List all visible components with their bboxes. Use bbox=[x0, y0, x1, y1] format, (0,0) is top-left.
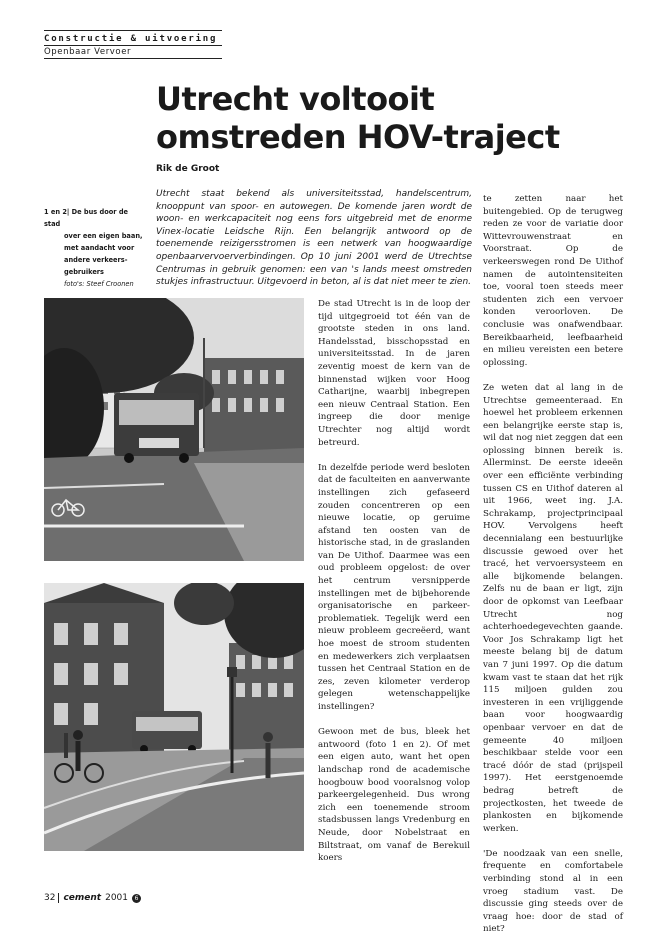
header-rule-middle bbox=[44, 45, 222, 46]
body-paragraph: te zetten naar het buitengebied. Op de terugweg reden ze voor de variatie door Wittevrouwenstraat en Voorstraat. Op de verkeerswegen rond De Uithof namen de autointensiteiten toe, vooral toen steeds meer studenten zich een vervoer konden veroorloven. De conclusie was onafwendbaar. Bereikbaarheid, leefbaarheid en milieu vereisten een betere oplossing. bbox=[483, 194, 623, 368]
body-column-middle bbox=[318, 298, 470, 877]
body-paragraph: In dezelfde periode werd besloten dat de faculteiten en aanverwante instellingen zich gefaseerd zouden concentreren op een nieuwe locatie, op geruime afstand ten oosten van de historische stad, in de graslanden van De Uithof. Daarmee was een oud probleem opgelost: de over het centrum versnipperde instellingen met de bijbehorende organisatorische en parkeer-problematiek. Tegelijk werd een nieuw probleem gecreëerd, want hoe moest de stroom studenten en medewerkers zich verplaatsen tussen het Centraal Station en de zes, zeven kilometer verderop gelegen wetenschappelijke instellingen? bbox=[318, 462, 470, 712]
photo-bus-square bbox=[44, 583, 304, 851]
header-rule-bottom bbox=[44, 58, 222, 59]
photo-caption bbox=[44, 206, 144, 290]
body-column-right bbox=[483, 193, 623, 949]
article-title: Utrecht voltooit omstreden HOV-traject bbox=[156, 80, 560, 156]
body-paragraph: 'De noodzaak van een snelle, frequente en comfortabele verbinding stond al in een vroeg stadium vast. De discussie ging steeds over de vraag hoe: door de stad of niet? bbox=[483, 848, 623, 935]
caption-line: met aandacht voor bbox=[64, 244, 135, 252]
body-paragraph: Ze weten dat al lang in de Utrechtse gemeenteraad. En hoewel het probleem erkennen een belangrijke eerste stap is, wil dat nog niet zeggen dat een oplossing binnen bereik is. Allerminst. De eerste ideeën over een efficiënte verbinding tussen CS en Uithof dateren al uit 1966, weet ing. J.A. Schrakamp, projectprincipaal HOV. Vervolgens heeft decennialang een bestuurlijke discussie gewoed over het tracé, het vervoersysteem en alle bijkomende belangen. Zelfs nu de baan er ligt, zijn door de opkomst van Leefbaar Utrecht nog achterhoedegevechten gaande. Voor Jos Schrakamp ligt het meeste belang bij de datum van 7 juni 1997. Op die datum kwam vast te staan dat het rijk 115 miljoen gulden zou investeren in een vrijliggende baan voor hoogwaardig openbaar vervoer en dat de gemeente 40 miljoen beschikbaar stelde voor een tracé dóór de stad (prijspeil 1997). Het eerstgenoemde bedrag betreft de projectkosten, het tweede de plankosten en bijkomende werken. bbox=[483, 382, 623, 834]
caption-line: over een eigen baan, bbox=[64, 232, 143, 240]
photo-bus-lane bbox=[44, 298, 304, 561]
caption-line: 1 en 2| De bus door de stad bbox=[44, 208, 129, 228]
caption-line: andere verkeers- bbox=[64, 256, 128, 264]
article-author: Rik de Groot bbox=[156, 164, 220, 174]
body-paragraph: Gewoon met de bus, bleek het antwoord (foto 1 en 2). Of met een eigen auto, want het open landschap rond de academische hoogbouw bood vooralsnog volop parkeergelegenheid. Dus wrong zich een toenemende stroom stadsbussen langs Vredenburg en Neude, door Nobelstraat en Biltstraat, om vanaf de Berekuil koers bbox=[318, 727, 470, 864]
subsection-label: Openbaar Vervoer bbox=[44, 47, 132, 57]
article-intro: Utrecht staat bekend als universiteitsstad, handelscentrum, knooppunt van spoor- en autowegen. De komende jaren wordt de woon- en werkcapaciteit nog eens fors uitgebreid met de enorme Vinex-locatie Leidsche Rijn. Een belangrijk antwoord op de toenemende reizigersstromen is een netwerk van hoogwaardige openbaarvervoerverbindingen. Op 10 juni 2001 werd de Utrechtse Centrumas in gebruik genomen: een van 's lands meest omstreden stukjes infrastructuur. Uitgevoerd in beton, al is dat niet meer te zien. bbox=[156, 189, 472, 288]
issue-number-badge: 6 bbox=[132, 894, 141, 903]
body-paragraph: De stad Utrecht is in de loop der tijd uitgegroeid tot één van de grootste steden in ons land. Handelsstad, bisschopsstad en universiteitsstad. In de jaren zeventig moest de kern van de binnenstad wijken voor Hoog Catharijne, waarbij inbegrepen een nieuw Centraal Station. Een ingreep die door menige Utrechter nog altijd wordt betreurd. bbox=[318, 299, 470, 448]
photo-credit: foto's: Steef Croonen bbox=[64, 280, 134, 288]
issue-year: 2001 bbox=[105, 893, 128, 903]
page-number: 32 bbox=[44, 893, 59, 903]
header-rule-top bbox=[44, 30, 222, 31]
page-footer bbox=[44, 893, 141, 903]
magazine-name: cement bbox=[63, 893, 102, 903]
caption-line: gebruikers bbox=[64, 268, 104, 276]
section-label: Constructie & uitvoering bbox=[44, 34, 218, 44]
